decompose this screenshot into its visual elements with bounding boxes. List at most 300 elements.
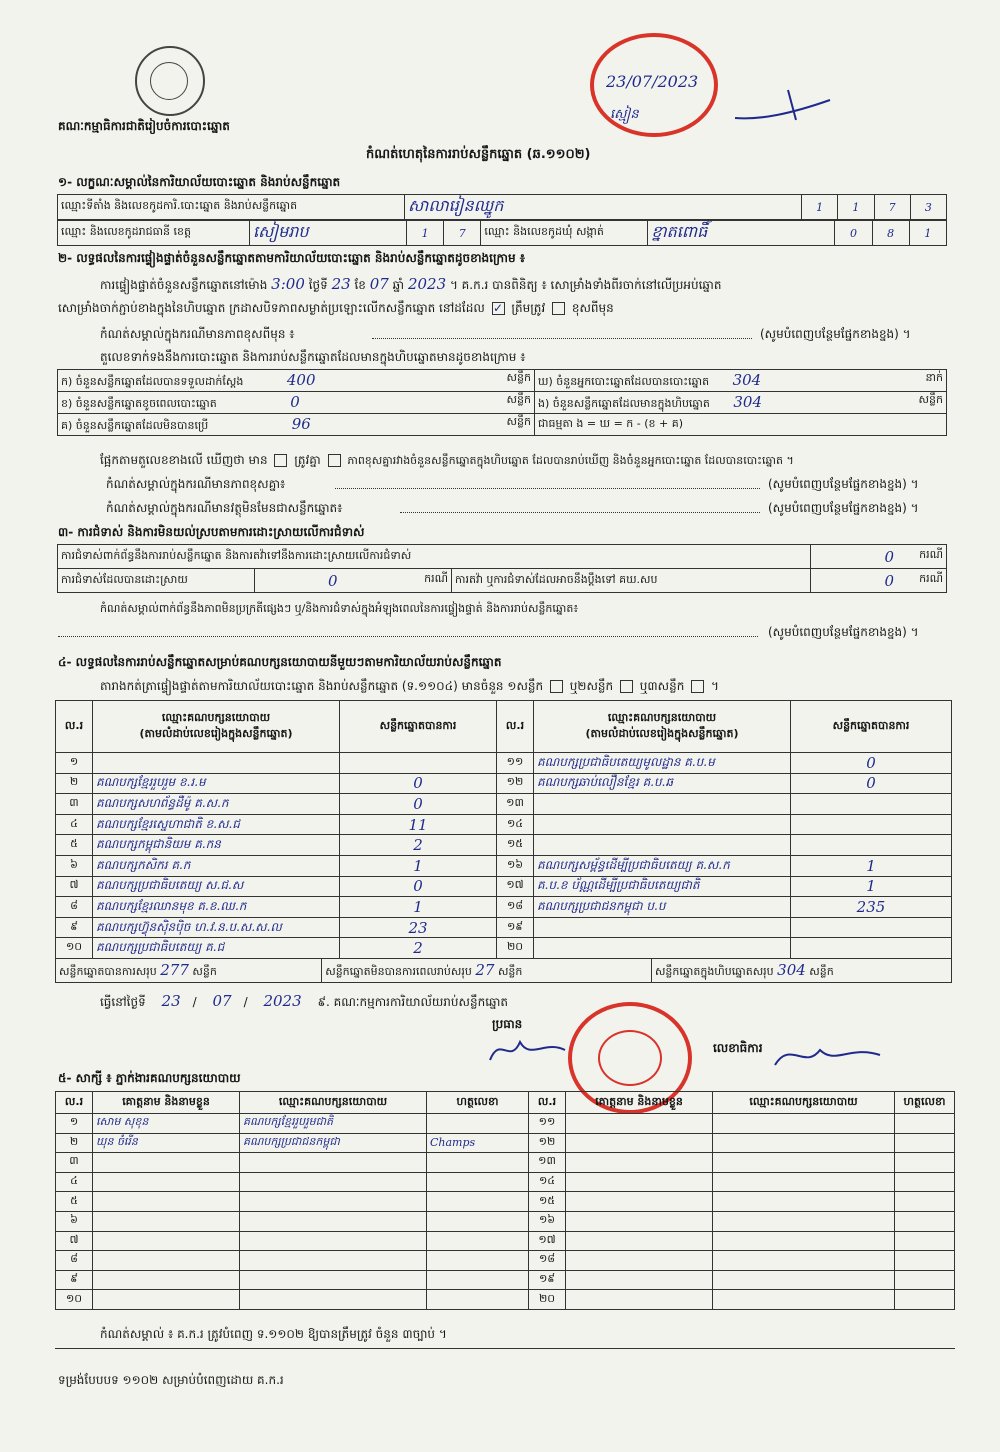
- objection-unit-2: ករណី: [424, 571, 448, 585]
- witness-row: [56, 1211, 955, 1231]
- objection-row3: ការតវ៉ា ឬការជំទាស់ដែលអាចនឹងប្ដឹងទៅ គឃ.សប: [452, 569, 811, 593]
- secretary-signature: [770, 1030, 890, 1080]
- witness-no: ២០: [529, 1290, 566, 1310]
- witness-row: [56, 1114, 955, 1134]
- ka-label: ក) ចំនួនសន្លឹកឆ្នោតដែលបានទទួលដាក់ស្តែង: [61, 374, 244, 388]
- date-committee: ៩. គណៈកម្មការការិយាល័យរាប់សន្លឹកឆ្នោត: [317, 995, 509, 1009]
- result-party: គណបក្សកសិករ គ.ក: [93, 855, 340, 876]
- result-no: ១៧: [497, 876, 534, 897]
- page-title: កំណត់ហេតុនៃការរាប់សន្លឹកឆ្នោត (ឆ.១១០២): [366, 147, 591, 162]
- note1-hint: (សូមបំពេញបន្ថែមផ្នែកខាងខ្នង) ។: [760, 327, 911, 341]
- result-no: ១០: [56, 938, 93, 959]
- w-col-no-left: ល.រ: [56, 1092, 93, 1114]
- results-row: [56, 814, 952, 835]
- col-party-right-title: ឈ្មោះគណបក្សនយោបាយ: [607, 710, 717, 724]
- bad-checkbox[interactable]: [552, 302, 565, 315]
- witness-party: [713, 1251, 895, 1271]
- witness-party: [713, 1290, 895, 1310]
- witness-no: ៦: [56, 1211, 93, 1231]
- location-label: ឈ្មោះទីតាំង និងលេខកូដការិ.បោះឆ្នោត និងរាប់សន្លឹកឆ្នោត: [58, 195, 405, 220]
- mismatch-label: ភាពខុសគ្នារវាងចំនួនសន្លឹកឆ្នោតក្នុងហិបឆ្នោត ដែលបានរាប់ឃើញ និងចំនួនអ្នកបោះឆ្នោត ដែលបានបោះឆ្នោត ។: [347, 454, 794, 467]
- witness-signature: [895, 1290, 955, 1310]
- check-label: ផ្អែកតាមតួលេខខាងលើ ឃើញថា មាន: [100, 453, 268, 467]
- section3-heading: ៣- ការជំទាស់ និងការមិនយល់ស្របតាមការដោះស្រាយលើការជំទាស់: [58, 525, 365, 539]
- sheet1-checkbox[interactable]: [550, 680, 563, 693]
- sheet3-checkbox[interactable]: [691, 680, 704, 693]
- result-votes: 0: [791, 773, 952, 794]
- result-votes: [791, 794, 952, 815]
- result-no: ១៩: [497, 917, 534, 938]
- witness-name: ឃុន ចំរើន: [93, 1133, 240, 1153]
- witness-name: [566, 1172, 713, 1192]
- results-table: [55, 700, 952, 959]
- results-row: [56, 753, 952, 774]
- col-no-right: ល.រ: [497, 701, 534, 753]
- witness-party: [713, 1114, 895, 1134]
- date-line: ធ្វើនៅថ្ងៃទី 23 / 07 / 2023 ៩. គណៈកម្មការការិយាល័យរាប់សន្លឹកឆ្នោត: [100, 992, 509, 1010]
- result-votes: 1: [791, 855, 952, 876]
- result-party: គណបក្សប្រជាធិបតេយ្យ ស.ជ.ស: [93, 876, 340, 897]
- numbers-table: [57, 369, 947, 436]
- witness-party: [240, 1192, 427, 1212]
- section1-heading: ១- លក្ខណៈសម្គាល់នៃការិយាល័យបោះឆ្នោត និងរាប់សន្លឹកឆ្នោត: [58, 175, 341, 189]
- witness-name: [566, 1231, 713, 1251]
- objection-count-2: 0: [328, 571, 338, 590]
- w-col-party-left: ឈ្មោះគណបក្សនយោបាយ: [240, 1092, 427, 1114]
- province-code-1: 1: [407, 221, 444, 246]
- result-no: ១៥: [497, 835, 534, 856]
- witness-signature: [427, 1251, 529, 1271]
- witness-row: [56, 1172, 955, 1192]
- ngo-value: 304: [733, 392, 763, 411]
- total-invalid-value: 27: [475, 960, 495, 979]
- witness-signature: [427, 1172, 529, 1192]
- verify-month-label: ខែ: [354, 278, 366, 292]
- witness-name: [566, 1251, 713, 1271]
- section1-table-row2: [57, 220, 947, 246]
- result-party: គណបក្សប្រជាធិបតេយ្យ គ.ជ: [93, 938, 340, 959]
- witness-no: ២: [56, 1133, 93, 1153]
- s4-intro: តារាងកត់ត្រាផ្ទៀងផ្ទាត់តាមការិយាល័យបោះឆ្នោត និងរាប់សន្លឹកឆ្នោត (ទ.១១០៤) មានចំនួន ១សន្លឹក ឬ២សន្លឹក ឬ៣សន្លឹក ។: [100, 679, 719, 693]
- ngo-label: ង) ចំនួនសន្លឹកឆ្នោតដែលមានក្នុងហិបឆ្នោត: [538, 396, 710, 410]
- total-box: [651, 959, 951, 983]
- note2: កំណត់សម្គាល់ក្នុងករណីមានភាពខុសគ្នា៖: [106, 477, 286, 491]
- witness-name: [566, 1133, 713, 1153]
- ok-label: ត្រឹមត្រូវ: [511, 301, 546, 315]
- ko-unit: សន្លឹក: [506, 414, 531, 428]
- witness-name: [93, 1172, 240, 1192]
- result-no: ១២: [497, 773, 534, 794]
- result-no: ៨: [56, 897, 93, 918]
- total-valid: [56, 959, 322, 983]
- verify-year-label: ឆ្នាំ: [392, 278, 405, 292]
- w-col-no-right: ល.រ: [529, 1092, 566, 1114]
- result-party: គណបក្សកម្ពុជានិយម គ.កន: [93, 835, 340, 856]
- sheet2-label: ឬ២សន្លឹក: [569, 679, 614, 693]
- witness-signature: [427, 1231, 529, 1251]
- objection-row1: ការជំទាស់ពាក់ព័ន្ធនឹងការរាប់សន្លឹកឆ្នោត និងការតវ៉ាទៅនឹងការដោះស្រាយលើការជំទាស់: [58, 545, 811, 569]
- witness-party: [713, 1231, 895, 1251]
- result-votes: 0: [340, 876, 497, 897]
- date-month: 07: [212, 992, 232, 1010]
- result-party: [534, 814, 791, 835]
- province-label: ឈ្មោះ និងលេខកូដរាជធានី ខេត្ត: [58, 221, 250, 246]
- result-no: ៦: [56, 855, 93, 876]
- col-party-left: [93, 701, 340, 753]
- result-no: ១៨: [497, 897, 534, 918]
- result-party: គណបក្សខ្មែររួបរួម ខ.រ.ម: [93, 773, 340, 794]
- objection-row3-value: [811, 569, 947, 593]
- location-value: សាលារៀនឈ្នូក: [405, 195, 802, 220]
- province-value: សៀមរាប: [250, 221, 407, 246]
- s3-note-hint: (សូមបំពេញបន្ថែមផ្នែកខាងខ្នង) ។: [768, 625, 919, 639]
- kha-unit: សន្លឹក: [506, 392, 531, 406]
- commune-label: ឈ្មោះ និងលេខកូដឃុំ សង្កាត់: [481, 221, 648, 246]
- ko-label: គ) ចំនួនសន្លឹកឆ្នោតដែលមិនបានប្រើ: [61, 418, 209, 432]
- result-votes: [340, 753, 497, 774]
- results-row: [56, 917, 952, 938]
- emblem-inner: [150, 62, 188, 100]
- witness-no: ៧: [56, 1231, 93, 1251]
- witness-name: សោម សុខុន: [93, 1114, 240, 1134]
- verify-day: 23: [331, 275, 351, 293]
- ok-checkbox[interactable]: ✓: [493, 301, 504, 315]
- w-col-party-right: ឈ្មោះគណបក្សនយោបាយ: [713, 1092, 895, 1114]
- witness-no: ១៦: [529, 1211, 566, 1231]
- sheet2-checkbox[interactable]: [620, 680, 633, 693]
- commune-code-3: 1: [909, 221, 946, 246]
- verify-time-label: ការផ្ទៀងផ្ទាត់ចំនួនសន្លឹកឆ្នោតនៅម៉ោង: [100, 278, 268, 292]
- section5-heading: ៥- សាក្សី ៖ ភ្នាក់ងារគណបក្សនយោបាយ: [58, 1071, 241, 1085]
- result-party: [534, 794, 791, 815]
- gho-unit: នាក់: [925, 370, 943, 384]
- witness-name: [566, 1290, 713, 1310]
- witness-party: [240, 1231, 427, 1251]
- col-party-left-title: ឈ្មោះគណបក្សនយោបាយ: [161, 710, 271, 724]
- bad-label: ខុសពីមុន: [571, 301, 614, 315]
- note2-hint: (សូមបំពេញបន្ថែមផ្នែកខាងខ្នង) ។: [768, 477, 919, 491]
- result-party: គណបក្សសម្ព័ន្ធដើម្បីប្រជាធិបតេយ្យ គ.ស.ក: [534, 855, 791, 876]
- signature-top: [730, 80, 840, 130]
- committee-stamp-inner: [598, 1030, 662, 1086]
- result-party: [534, 835, 791, 856]
- note1-dots: [372, 338, 752, 339]
- witness-signature: Champs: [427, 1133, 529, 1153]
- chair-label: ប្រធាន: [492, 1017, 523, 1031]
- result-no: ៧: [56, 876, 93, 897]
- verify-day-label: ថ្ងៃទី: [308, 278, 328, 292]
- witness-signature: [895, 1231, 955, 1251]
- result-votes: 23: [340, 917, 497, 938]
- witness-no: ១៩: [529, 1270, 566, 1290]
- note1: កំណត់សម្គាល់ក្នុងករណីមានភាពខុសពីមុន ៖: [100, 327, 295, 341]
- result-votes: 11: [340, 814, 497, 835]
- result-votes: 0: [340, 773, 497, 794]
- witness-name: [93, 1270, 240, 1290]
- result-no: ១១: [497, 753, 534, 774]
- witness-party: គណបក្សប្រជាជនកម្ពុជា: [240, 1133, 427, 1153]
- location-code-2: 1: [838, 195, 874, 220]
- objection-row2: ការជំទាស់ដែលបានដោះស្រាយ: [58, 569, 255, 593]
- note2-dots: [335, 488, 760, 489]
- witness-party: គណបក្សខ្មែររួបរួមជាតិ: [240, 1114, 427, 1134]
- witness-party: [713, 1211, 895, 1231]
- formula: ជាធម្មតា ង = ឃ = ក - (ខ + គ): [535, 414, 947, 436]
- verification-line1: [100, 275, 721, 295]
- result-votes: [791, 814, 952, 835]
- row-ngo: [535, 392, 947, 414]
- commune-code-1: 0: [835, 221, 872, 246]
- result-party: គណបក្សប្រជាធិបតេយ្យមូលដ្ឋាន គ.ប.ម: [534, 753, 791, 774]
- gho-label: ឃ) ចំនួនអ្នកបោះឆ្នោតដែលបានបោះឆ្នោត: [538, 374, 710, 388]
- results-row: [56, 876, 952, 897]
- date-label: ធ្វើនៅថ្ងៃទី: [100, 995, 146, 1009]
- kha-value: 0: [290, 392, 300, 411]
- commune-code-2: 8: [872, 221, 909, 246]
- ka-value: 400: [286, 370, 316, 389]
- witness-no: ៥: [56, 1192, 93, 1212]
- check-line: [100, 452, 794, 470]
- witness-row: [56, 1192, 955, 1212]
- footer-divider: [55, 1348, 955, 1349]
- witness-name: [566, 1192, 713, 1212]
- result-party: គណបក្សខ្មែរស្នេហាជាតិ ខ.ស.ជ: [93, 814, 340, 835]
- witness-party: [240, 1290, 427, 1310]
- result-no: ២០: [497, 938, 534, 959]
- witness-row: [56, 1270, 955, 1290]
- witness-no: ១៣: [529, 1153, 566, 1173]
- verify-month: 07: [369, 275, 389, 293]
- total-valid-label: សន្លឹកឆ្នោតបានការសរុប: [59, 964, 157, 978]
- witness-signature: [427, 1211, 529, 1231]
- w-col-name-right: គោត្តនាម និងនាមខ្លួន: [566, 1092, 713, 1114]
- witness-party: [240, 1251, 427, 1271]
- numbers-intro: តួលេខទាក់ទងនឹងការបោះឆ្នោត និងការរាប់សន្លឹកឆ្នោតដែលមានក្នុងហិបឆ្នោតមានដូចខាងក្រោម ៖: [100, 350, 526, 364]
- result-no: ៥: [56, 835, 93, 856]
- result-votes: 1: [791, 876, 952, 897]
- witness-row: [56, 1133, 955, 1153]
- result-no: ៤: [56, 814, 93, 835]
- witness-no: ៨: [56, 1251, 93, 1271]
- location-code-3: 7: [874, 195, 910, 220]
- secretary-label: លេខាធិការ: [713, 1041, 763, 1055]
- witness-row: [56, 1251, 955, 1271]
- result-votes: 2: [340, 835, 497, 856]
- total-valid-value: 277: [160, 960, 189, 979]
- verify-time: 3:00: [271, 275, 305, 293]
- w-col-name-left: គោត្តនាម និងនាមខ្លួន: [93, 1092, 240, 1114]
- result-no: ៩: [56, 917, 93, 938]
- result-no: ១៦: [497, 855, 534, 876]
- result-votes: 235: [791, 897, 952, 918]
- witness-no: ១៤: [529, 1172, 566, 1192]
- province-code-2: 7: [444, 221, 481, 246]
- ko-value: 96: [291, 414, 311, 433]
- date-year: 2023: [263, 992, 302, 1010]
- chair-signature: [485, 1030, 575, 1070]
- result-no: ៣: [56, 794, 93, 815]
- witness-no: ១៧: [529, 1231, 566, 1251]
- location-code-1: 1: [802, 195, 838, 220]
- col-votes-left: សន្លឹកឆ្នោតបានការ: [340, 701, 497, 753]
- witness-party: [713, 1270, 895, 1290]
- seal-text: សោម្រាំងចាក់ភ្ជាប់ខាងក្នុងនៃហិបឆ្នោត ក្រដាសបិទភាពសម្ងាត់ប្រឡោះលើកសន្លឹកឆ្នោត នៅដដែល: [58, 301, 485, 315]
- total-box-value: 304: [777, 960, 806, 979]
- witness-signature: [427, 1270, 529, 1290]
- committee-name: គណៈកម្មាធិការជាតិរៀបចំការបោះឆ្នោត: [58, 119, 230, 133]
- section1-table: [57, 194, 947, 220]
- totals-table: [55, 958, 952, 983]
- verify-year: 2023: [407, 275, 447, 293]
- total-box-unit: សន្លឹក: [809, 964, 834, 978]
- witness-no: ១០: [56, 1290, 93, 1310]
- results-row: [56, 794, 952, 815]
- witness-no: ១២: [529, 1133, 566, 1153]
- result-votes: 1: [340, 897, 497, 918]
- s3-note: កំណត់សម្គាល់ពាក់ព័ន្ធនឹងភាពមិនប្រក្រតីផ្សេងៗ ឬ/និងការជំទាស់ក្នុងអំឡុងពេលនៃការផ្ទៀងផ្ទាត់ និងការរាប់សន្លឹកឆ្នោត៖: [100, 602, 579, 615]
- verification-line2: [58, 300, 614, 318]
- note3-hint: (សូមបំពេញបន្ថែមផ្នែកខាងខ្នង) ។: [768, 501, 919, 515]
- results-row: [56, 773, 952, 794]
- witness-no: ៤: [56, 1172, 93, 1192]
- result-party: [93, 753, 340, 774]
- section4-heading: ៤- លទ្ធផលនៃការរាប់សន្លឹកឆ្នោតសម្រាប់គណបក្សនយោបាយនីមួយៗតាមការិយាល័យរាប់សន្លឹកឆ្នោត: [58, 655, 502, 669]
- sheet3-label: ឬ៣សន្លឹក: [639, 679, 685, 693]
- result-votes: [791, 835, 952, 856]
- stamp-date: 23/07/2023: [606, 72, 699, 91]
- match-checkbox[interactable]: [274, 454, 287, 467]
- results-row: [56, 938, 952, 959]
- total-box-label: សន្លឹកឆ្នោតក្នុងហិបឆ្នោតសរុប: [654, 964, 774, 978]
- result-votes: 0: [340, 794, 497, 815]
- result-party: គណបក្សហ៊្វុនស៊ិនប៉ិច ហ.វ.ន.ប.ស.ស.ល: [93, 917, 340, 938]
- result-votes: 2: [340, 938, 497, 959]
- s4-intro-text: តារាងកត់ត្រាផ្ទៀងផ្ទាត់តាមការិយាល័យបោះឆ្នោត និងរាប់សន្លឹកឆ្នោត (ទ.១១០៤) មានចំនួន ១សន្លឹក: [100, 679, 544, 693]
- witness-name: [93, 1192, 240, 1212]
- objection-unit-1: ករណី: [919, 547, 943, 561]
- row-kha: [58, 392, 535, 414]
- row-gho: [535, 370, 947, 392]
- kha-label: ខ) ចំនួនសន្លឹកឆ្នោតខូចពេលបោះឆ្នោត: [61, 396, 217, 410]
- col-votes-right: សន្លឹកឆ្នោតបានការ: [791, 701, 952, 753]
- witness-name: [93, 1251, 240, 1271]
- ngo-unit: សន្លឹក: [918, 392, 943, 406]
- note3: កំណត់សម្គាល់ក្នុងករណីមានវត្ថុមិនមែនជាសន្លឹកឆ្នោត៖: [106, 501, 343, 515]
- result-votes: 0: [791, 753, 952, 774]
- witness-row: [56, 1153, 955, 1173]
- s3-note-dots: [58, 636, 758, 637]
- witness-name: [93, 1231, 240, 1251]
- witness-name: [566, 1270, 713, 1290]
- col-no-left: ល.រ: [56, 701, 93, 753]
- witness-no: ៣: [56, 1153, 93, 1173]
- section2-heading: ២- លទ្ធផលនៃការផ្ទៀងផ្ទាត់ចំនួនសន្លឹកឆ្នោតតាមការិយាល័យបោះឆ្នោត និងរាប់សន្លឹកឆ្នោតដូចខាងក្រោម ៖: [58, 251, 526, 265]
- witness-no: ៩: [56, 1270, 93, 1290]
- col-party-right-sub: (តាមលំដាប់លេខរៀងក្នុងសន្លឹកឆ្នោត): [585, 726, 739, 740]
- witness-no: ១១: [529, 1114, 566, 1134]
- witness-no: ១៨: [529, 1251, 566, 1271]
- witness-table: [55, 1091, 955, 1310]
- s5-note: កំណត់សម្គាល់ ៖ គ.ក.រ ត្រូវបំពេញ ទ.១១០២ ឱ្យបានត្រឹមត្រូវ ចំនួន ៣ច្បាប់ ។: [100, 1327, 447, 1341]
- result-party: គណបក្សឆាប់លឿនខ្មែរ គ.ប.ឆ: [534, 773, 791, 794]
- witness-party: [240, 1153, 427, 1173]
- stamp-text: ស្មៀន: [610, 107, 639, 122]
- witness-party: [240, 1211, 427, 1231]
- witness-party: [240, 1270, 427, 1290]
- mismatch-checkbox[interactable]: [328, 454, 341, 467]
- witness-name: [566, 1211, 713, 1231]
- verify-text: ។ គ.ក.រ បានពិនិត្យ ៖ សោម្រាំងទាំងពីរចាក់នៅលើប្រអប់ឆ្នោត: [449, 278, 722, 292]
- witness-name: [566, 1153, 713, 1173]
- result-no: ២: [56, 773, 93, 794]
- witness-signature: [895, 1270, 955, 1290]
- witness-party: [713, 1153, 895, 1173]
- result-no: ១៤: [497, 814, 534, 835]
- gho-value: 304: [732, 370, 762, 389]
- result-no: ១៣: [497, 794, 534, 815]
- witness-party: [240, 1172, 427, 1192]
- col-party-right: [534, 701, 791, 753]
- w-col-sign-right: ហត្ថលេខា: [895, 1092, 955, 1114]
- objection-unit-3: ករណី: [919, 571, 943, 585]
- witness-no: ១: [56, 1114, 93, 1134]
- note3-dots: [400, 512, 760, 513]
- objection-count-3: 0: [884, 571, 895, 590]
- result-party: គណបក្សខ្មែរឈានមុខ គ.ខ.ឈ.ក: [93, 897, 340, 918]
- witness-party: [713, 1192, 895, 1212]
- witness-signature: [895, 1251, 955, 1271]
- results-row: [56, 855, 952, 876]
- footer-form-label: ទម្រង់បែបបទ ១១០២ សម្រាប់បំពេញដោយ គ.ក.រ: [58, 1373, 284, 1387]
- result-votes: [791, 917, 952, 938]
- total-invalid: [322, 959, 652, 983]
- result-party: គណបក្សប្រជាជនកម្ពុជា ប.ប: [534, 897, 791, 918]
- results-row: [56, 835, 952, 856]
- result-party: [534, 938, 791, 959]
- result-no: ១: [56, 753, 93, 774]
- witness-signature: [895, 1153, 955, 1173]
- witness-signature: [895, 1211, 955, 1231]
- witness-signature: [427, 1290, 529, 1310]
- witness-signature: [895, 1114, 955, 1134]
- witness-signature: [895, 1133, 955, 1153]
- witness-signature: [427, 1192, 529, 1212]
- result-party: [534, 917, 791, 938]
- witness-signature: [895, 1192, 955, 1212]
- date-day: 23: [161, 992, 181, 1010]
- result-party: គណបក្សសហព័ន្ធដឺម៉ូ គ.ស.ក: [93, 794, 340, 815]
- objection-row2-value: [255, 569, 452, 593]
- witness-signature: [895, 1172, 955, 1192]
- witness-name: [93, 1290, 240, 1310]
- objection-row1-value: [811, 545, 947, 569]
- total-invalid-label: សន្លឹកឆ្នោតមិនបានការពេលរាប់សរុប: [325, 964, 472, 978]
- witness-row: [56, 1290, 955, 1310]
- row-ko: [58, 414, 535, 436]
- location-code-4: 3: [910, 195, 946, 220]
- witness-row: [56, 1231, 955, 1251]
- witness-no: ១៥: [529, 1192, 566, 1212]
- w-col-sign-left: ហត្ថលេខា: [427, 1092, 529, 1114]
- witness-party: [713, 1133, 895, 1153]
- witness-signature: [427, 1153, 529, 1173]
- total-invalid-unit: សន្លឹក: [497, 964, 523, 978]
- witness-name: [93, 1211, 240, 1231]
- row-ka: [58, 370, 535, 392]
- col-party-left-sub: (តាមលំដាប់លេខរៀងក្នុងសន្លឹកឆ្នោត): [139, 726, 293, 740]
- witness-party: [713, 1172, 895, 1192]
- witness-name: [566, 1114, 713, 1134]
